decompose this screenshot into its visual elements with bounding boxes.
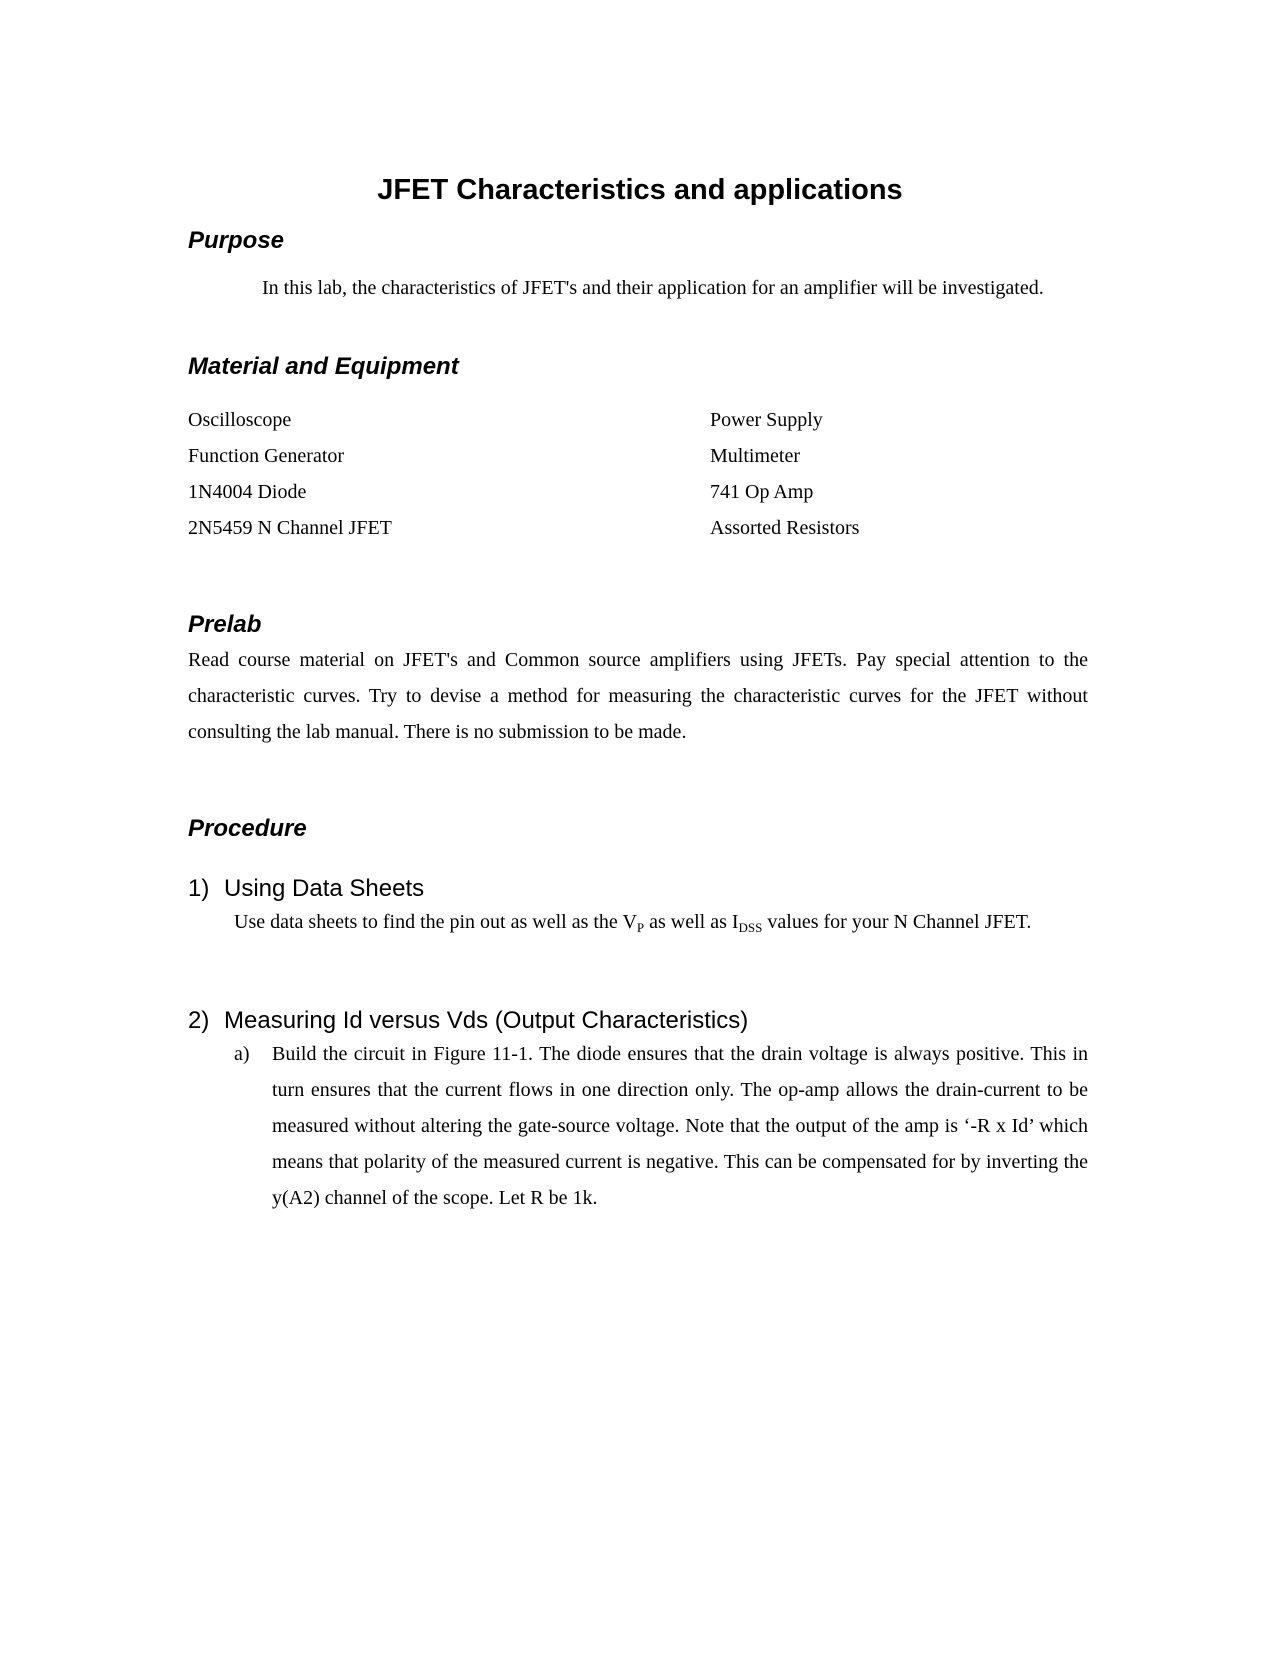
equipment-item: Function Generator bbox=[188, 445, 345, 467]
step2-substep-a bbox=[234, 1036, 1088, 1216]
purpose-text: In this lab, the characteristics of JFET's and their application for an amplifier will be investigated. bbox=[262, 277, 1044, 299]
step1-text-part: as well as I bbox=[644, 911, 739, 933]
procedure-heading: Procedure bbox=[188, 815, 307, 842]
equipment-item: Assorted Resistors bbox=[710, 517, 860, 539]
substep-text: Build the circuit in Figure 11-1. The diode ensures that the drain voltage is always positive. This in turn ensures that the current flows in one direction only. The op-amp allows the drain-current to be measured without altering the gate-source voltage. Note that the output of the amp is ‘-R x Id’ which means that polarity of the measured current is negative. This can be compensated for by inverting the y(A2) channel of the scope. Let R be 1k. bbox=[272, 1043, 1088, 1209]
step1-number: 1) bbox=[188, 875, 210, 902]
step1-text-part: Use data sheets to find the pin out as well as the V bbox=[234, 911, 637, 933]
step2-title: Measuring Id versus Vds (Output Characteristics) bbox=[224, 1007, 749, 1034]
prelab-text: Read course material on JFET's and Common source amplifiers using JFETs. Pay special attention to the characteristic curves. Try to devise a method for measuring the characteristic curves for the JFET without consulting the lab manual. There is no submission to be made. bbox=[188, 649, 1088, 743]
equipment-item: 1N4004 Diode bbox=[188, 481, 307, 503]
idss-subscript: DSS bbox=[738, 920, 763, 935]
equipment-item: Power Supply bbox=[710, 409, 823, 431]
equipment-item: Oscilloscope bbox=[188, 409, 292, 431]
equipment-heading: Material and Equipment bbox=[188, 353, 459, 380]
vp-subscript: P bbox=[636, 920, 645, 935]
step1-text bbox=[234, 904, 1094, 940]
equipment-list bbox=[188, 402, 1088, 546]
step1-text-part: values for your N Channel JFET. bbox=[762, 911, 1032, 933]
step1-heading bbox=[188, 874, 424, 904]
step2-number: 2) bbox=[188, 1007, 210, 1034]
equipment-item: Multimeter bbox=[710, 445, 800, 467]
step2-heading bbox=[188, 1006, 748, 1036]
purpose-heading: Purpose bbox=[188, 227, 285, 254]
equipment-item: 2N5459 N Channel JFET bbox=[188, 517, 392, 539]
page-title: JFET Characteristics and applications bbox=[377, 174, 903, 206]
prelab-heading: Prelab bbox=[188, 611, 262, 638]
substep-marker: a) bbox=[234, 1043, 250, 1065]
equipment-item: 741 Op Amp bbox=[710, 481, 814, 503]
step1-title: Using Data Sheets bbox=[224, 875, 425, 902]
